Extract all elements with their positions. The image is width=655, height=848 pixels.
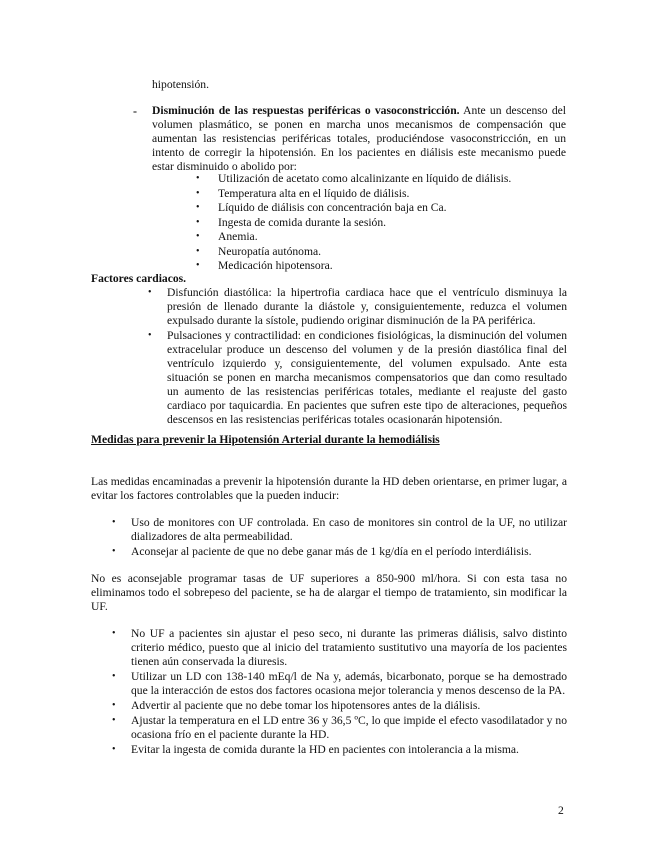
bullet-icon: • [112,546,116,557]
list-item [196,187,576,202]
dash-marker: - [133,104,137,118]
measure-text: Uso de monitores con UF controlada. En caso de monitores sin control de la UF, no utilizar dializadores de alta permeabilidad. [131,516,567,543]
list-item [112,743,567,757]
bullet-icon: • [112,628,116,639]
measures-heading: Medidas para prevenir la Hipotensión Arterial durante la hemodiálisis [91,433,440,446]
cardiac-item-text: Disfunción diastólica: la hipertrofia cardiaca hace que el ventrículo disminuya la presión de llenado durante la diástole y, consiguientemente, reduzca el volumen expulsado durante la sístole, pudiendo originar disminución de la PA periférica. [167,286,567,327]
cardiac-list [147,286,567,427]
bullet-icon: • [148,287,152,298]
list-item [147,286,567,328]
measures-list-1 [112,516,567,559]
bullet-icon: • [196,231,200,242]
cause-text: Temperatura alta en el líquido de diálisis. [218,186,410,200]
list-item [196,201,576,216]
cause-text: Utilización de acetato como alcalinizante en líquido de diálisis. [218,172,512,185]
list-item [112,699,567,713]
peripheral-paragraph [152,104,566,174]
bullet-icon: • [196,216,200,228]
page-number: 2 [558,804,564,817]
cause-text: Neuropatía autónoma. [218,244,322,258]
cause-text: Líquido de diálisis con concentración baja en Ca. [218,201,447,214]
measure-text: Advertir al paciente que no debe tomar los hipotensores antes de la diálisis. [131,699,481,712]
cause-text: Medicación hipotensora. [218,259,333,272]
bullet-icon: • [112,715,116,726]
list-item [112,714,567,742]
list-item [112,627,567,669]
list-item [112,670,567,698]
cardiac-item-text: Pulsaciones y contractilidad: en condiciones fisiológicas, la disminución del volumen extracelular produce un descenso del volumen y de la presión diastólica final del ventrículo izquierdo y, consiguientemente, del volumen expulsado. Ante esta situación se ponen en marcha mecanismos compensatorios que dan como resultado un aumento de las resistencias periféricas totales, mediante el reajuste del gasto cardiaco por taquicardia. En pacientes que sufren este tipo de alteraciones, pequeños descensos en las resistencias periféricas totales ocasionarán hipotensión. [167,329,567,426]
bullet-icon: • [196,187,200,199]
uf-paragraph: No es aconsejable programar tasas de UF superiores a 850-900 ml/hora. Si con esta tasa no eliminamos todo el sobrepeso del paciente, se ha de alargar el tiempo de tratamiento, sin modificar la UF. [91,572,567,613]
measures-list-2 [112,627,567,757]
measure-text: Evitar la ingesta de comida durante la HD en pacientes con intolerancia a la misma. [131,743,519,756]
list-item [112,516,567,544]
list-item [196,172,576,187]
cause-text: Anemia. [218,230,258,243]
peripheral-title: Disminución de las respuestas periféricas o vasoconstricción. [152,104,460,117]
measures-intro: Las medidas encaminadas a prevenir la hipotensión durante la HD deben orientarse, en primer lugar, a evitar los factores controlables que la pueden inducir: [91,475,567,502]
list-item [196,216,576,231]
bullet-icon: • [148,330,152,341]
bullet-icon: • [196,245,200,257]
list-item [147,329,567,427]
list-item [196,245,576,260]
measure-text: No UF a pacientes sin ajustar el peso seco, ni durante las primeras diálisis, salvo distinto criterio médico, puesto que al inicio del tratamiento sustitutivo una mayoría de los pacientes tienen aún conservada la diuresis. [131,627,567,668]
measure-text: Utilizar un LD con 138-140 mEq/l de Na y, además, bicarbonato, porque se ha demostrado que la interacción de estos dos factores ocasiona mejor tolerancia y menos descenso de la PA. [131,670,567,697]
list-item [196,259,576,274]
measure-text: Aconsejar al paciente de que no debe ganar más de 1 kg/día en el período interdiálisis. [131,545,532,558]
measure-text: Ajustar la temperatura en el LD entre 36 y 36,5 ºC, lo que impide el efecto vasodilatador y no ocasiona frío en el paciente durante la HD. [131,714,567,741]
bullet-icon: • [196,260,200,271]
bullet-icon: • [112,744,116,755]
cause-text: Ingesta de comida durante la sesión. [218,215,387,229]
peripheral-text: Ante un descenso del volumen plasmático, se ponen en marcha unos mecanismos de compensación que aumentan las resistencias periféricas totales, produciéndose vasoconstricción, en un intento de corregir la hipotensión. En los pacientes en diálisis este mecanismo puede estar disminuido o abolido por: [152,104,566,173]
bullet-icon: • [112,517,116,528]
bullet-icon: • [196,173,200,184]
bullet-icon: • [112,671,116,682]
bullet-icon: • [112,700,116,711]
continuation-text: hipotensión. [152,78,210,91]
cardiac-heading: Factores cardiacos. [91,272,187,285]
list-item [196,230,576,245]
causes-list [196,172,576,274]
bullet-icon: • [196,202,200,213]
list-item [112,545,567,559]
